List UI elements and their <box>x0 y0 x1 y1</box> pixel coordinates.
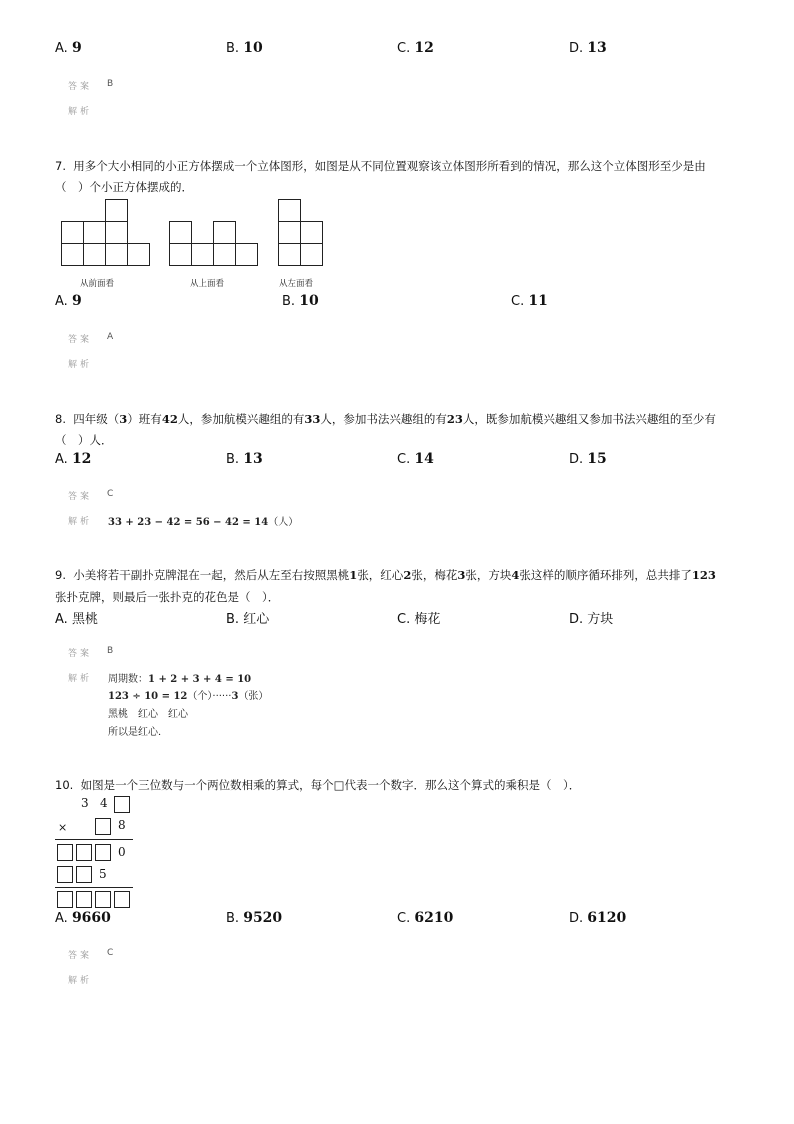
q9-option-c: C. 梅花 <box>397 612 441 627</box>
q9-text-line2: 张扑克牌，则最后一张扑克的花色是（ ）． <box>55 590 280 604</box>
q8-analysis-label: 解析 <box>68 517 93 527</box>
q8-answer-value: C <box>107 489 114 499</box>
q9-option-b: B. 红心 <box>226 612 270 627</box>
q7-option-c: C. 11 <box>511 293 548 309</box>
caption-front: 从前面看 <box>80 279 115 289</box>
blank-box <box>95 891 111 908</box>
q8-analysis-expression: 33 + 23 − 42 = 56 − 42 = 14（人） <box>108 517 299 528</box>
blank-box <box>114 891 130 908</box>
q9-analysis-line4: 所以是红心． <box>108 727 168 738</box>
q10-text: 10. 如图是一个三位数与一个两位数相乘的算式，每个□代表一个数字．那么这个算式的乘积是（ ）． <box>55 778 581 792</box>
q7-option-a: A. 9 <box>55 293 82 309</box>
q7-option-b: B. 10 <box>282 293 319 309</box>
q8-option-d: D. 15 <box>569 451 607 467</box>
q8-text-line2: （ ）人． <box>55 433 113 447</box>
caption-left: 从左面看 <box>279 279 314 289</box>
q6-option-c: C. 12 <box>397 40 434 56</box>
q9-text-line1: 9. 小美将若干副扑克牌混在一起，然后从左至右按照黑桃1张，红心2张，梅花3张，方块4张这样的顺序循环排列，总共排了123 <box>55 568 716 582</box>
q9-analysis-line1: 周期数：1 + 2 + 3 + 4 = 10 <box>108 674 252 685</box>
q8-text-line1: 8. 四年级（3）班有42人，参加航模兴趣组的有33人，参加书法兴趣组的有23人，既参加航模兴趣组又参加书法兴趣组的至少有 <box>55 412 716 426</box>
q10-analysis-label: 解析 <box>68 976 93 986</box>
blank-box <box>57 891 73 908</box>
q8-answer-label: 答案 <box>68 492 93 502</box>
q9-answer-label: 答案 <box>68 649 93 659</box>
blank-box <box>114 796 130 813</box>
blank-box <box>57 844 73 861</box>
q8-option-b: B. 13 <box>226 451 263 467</box>
q9-answer-value: B <box>107 646 114 656</box>
q8-option-c: C. 14 <box>397 451 434 467</box>
blank-box <box>76 866 92 883</box>
q7-answer-value: A <box>107 332 114 342</box>
q6-option-b: B. 10 <box>226 40 263 56</box>
q10-answer-value: C <box>107 948 114 958</box>
q10-option-b: B. 9520 <box>226 910 283 926</box>
q6-option-a: A. 9 <box>55 40 82 56</box>
q10-answer-label: 答案 <box>68 951 93 961</box>
digit-5: 5 <box>99 867 107 881</box>
times-sign: × <box>58 821 68 834</box>
q9-option-d: D. 方块 <box>569 612 614 627</box>
blank-box <box>95 818 111 835</box>
digit-0: 0 <box>118 845 126 859</box>
q9-analysis-line3: 黑桃 红心 红心 <box>108 709 188 720</box>
q6-answer-value: B <box>107 79 114 89</box>
q7-text-line1: 7. 用多个大小相同的小正方体摆成一个立体图形，如图是从不同位置观察该立体图形所看到的情况，那么这个立体图形至少是由 <box>55 159 706 173</box>
q7-answer-label: 答案 <box>68 335 93 345</box>
blank-box <box>76 891 92 908</box>
q10-option-d: D. 6120 <box>569 910 627 926</box>
q6-option-d: D. 13 <box>569 40 607 56</box>
digit-4: 4 <box>100 796 108 810</box>
blank-box <box>95 844 111 861</box>
q10-option-c: C. 6210 <box>397 910 454 926</box>
q9-analysis-line2: 123 ÷ 10 = 12（个）······3（张） <box>108 691 269 702</box>
q6-analysis-label: 解析 <box>68 107 93 117</box>
q7-text-line2: （ ）个小正方体摆成的． <box>55 180 193 194</box>
rule-line <box>55 887 133 888</box>
rule-line <box>55 839 133 840</box>
q7-analysis-label: 解析 <box>68 360 93 370</box>
q9-option-a: A. 黑桃 <box>55 612 98 627</box>
q10-option-a: A. 9660 <box>55 910 111 926</box>
caption-top: 从上面看 <box>190 279 225 289</box>
digit-3: 3 <box>81 796 89 810</box>
q8-option-a: A. 12 <box>55 451 92 467</box>
blank-box <box>76 844 92 861</box>
q9-analysis-label: 解析 <box>68 674 93 684</box>
blank-box <box>57 866 73 883</box>
q6-answer-label: 答案 <box>68 82 93 92</box>
digit-8: 8 <box>118 818 126 832</box>
